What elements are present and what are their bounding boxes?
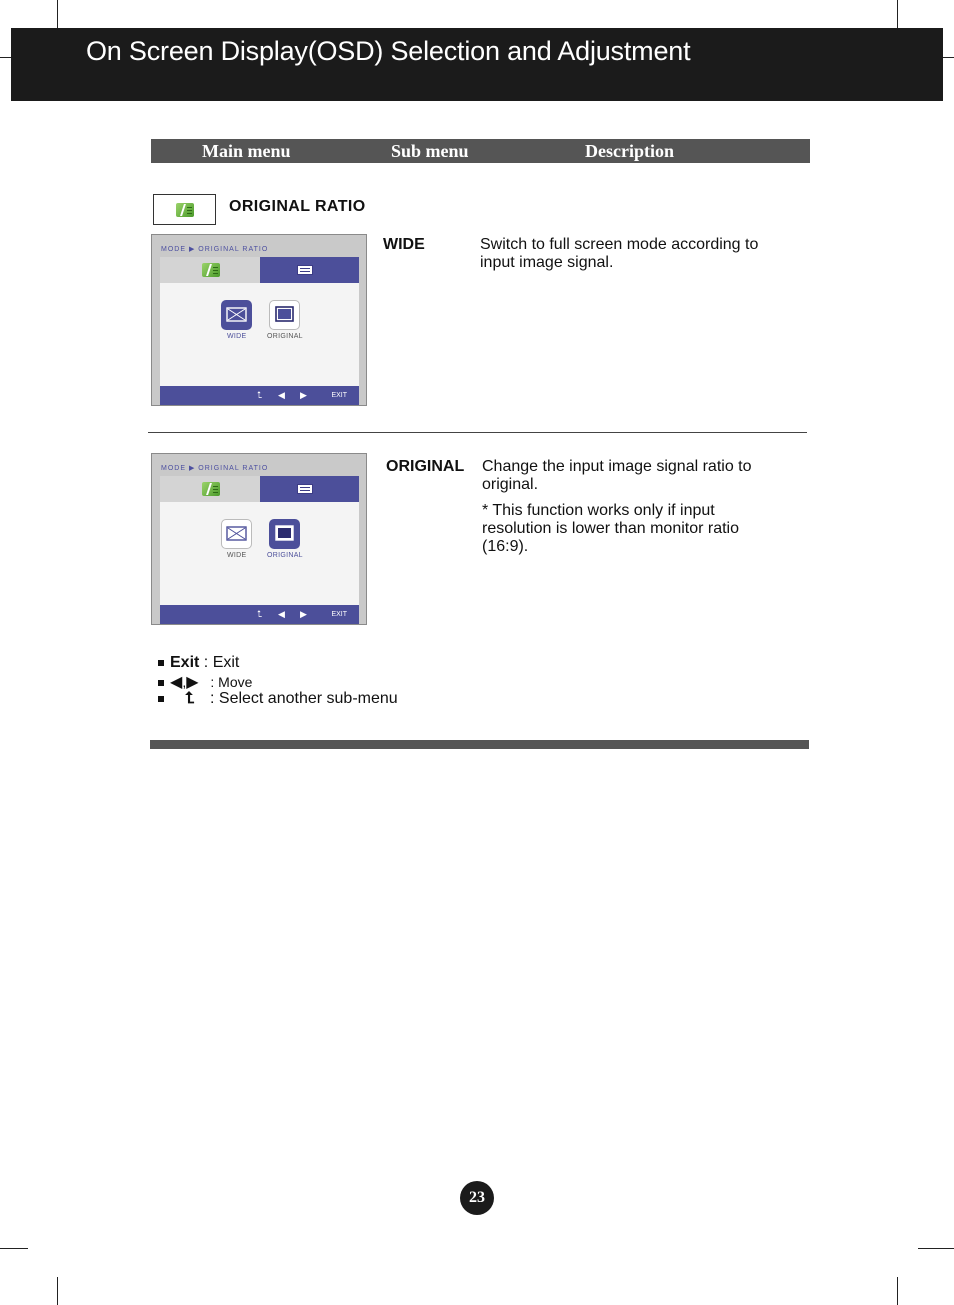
arrow-left-icon: ◀ bbox=[278, 609, 285, 619]
osd-tabs bbox=[160, 476, 359, 502]
header-sub-menu: Sub menu bbox=[391, 141, 469, 161]
legend-select-text: : Select another sub-menu bbox=[210, 690, 398, 707]
legend-select bbox=[158, 690, 398, 708]
crop-mark bbox=[918, 1248, 954, 1249]
legend-exit bbox=[158, 654, 239, 672]
osd-tabs bbox=[160, 257, 359, 283]
header-main-menu: Main menu bbox=[202, 141, 291, 161]
footer-bar bbox=[150, 740, 809, 749]
osd-footer bbox=[160, 605, 359, 624]
legend-exit-text: : Exit bbox=[203, 654, 240, 671]
page-title: On Screen Display(OSD) Selection and Adjustment bbox=[86, 36, 691, 66]
osd-screenshot-original bbox=[151, 453, 367, 625]
return-arrow-icon: ⮤ bbox=[257, 390, 263, 400]
chevron-right-icon: ▶ bbox=[188, 465, 196, 472]
section-divider bbox=[148, 432, 807, 433]
original-option-button bbox=[269, 300, 300, 330]
osd-screenshot-wide bbox=[151, 234, 367, 406]
original-icon bbox=[269, 519, 300, 549]
legend-move: ◀,▶ : Move bbox=[158, 672, 252, 692]
osd-panel bbox=[160, 502, 359, 605]
arrow-right-icon: ▶ bbox=[300, 390, 307, 400]
item-name-original: ORIGINAL bbox=[386, 458, 465, 475]
osd-tab-ratio bbox=[260, 476, 359, 502]
arrow-right-icon: ▶ bbox=[186, 674, 199, 691]
ratio-icon bbox=[297, 265, 313, 275]
crop-mark bbox=[57, 1277, 58, 1305]
arrow-right-icon: ▶ bbox=[300, 609, 307, 619]
wide-icon bbox=[222, 520, 251, 548]
item-name-wide: WIDE bbox=[383, 236, 425, 253]
original-option-button bbox=[269, 519, 300, 549]
return-arrow-icon: ⮤ bbox=[185, 690, 195, 707]
page-number: 23 bbox=[460, 1181, 494, 1215]
osd-breadcrumb: MODE ▶ ORIGINAL RATIO bbox=[161, 465, 269, 472]
osd-breadcrumb: MODE ▶ ORIGINAL RATIO bbox=[161, 246, 269, 253]
legend-exit-key: Exit bbox=[170, 654, 200, 671]
wide-option-button bbox=[221, 519, 252, 549]
original-icon bbox=[270, 301, 299, 329]
picture-icon bbox=[202, 263, 220, 277]
osd-footer bbox=[160, 386, 359, 405]
item-description-wide: Switch to full screen mode according to input image signal. bbox=[480, 236, 759, 271]
item-description-original: Change the input image signal ratio to original. bbox=[482, 458, 752, 493]
chevron-right-icon: ▶ bbox=[188, 246, 196, 253]
wide-option-button bbox=[221, 300, 252, 330]
osd-exit-label: EXIT bbox=[331, 611, 347, 618]
original-option-label: ORIGINAL bbox=[267, 552, 303, 559]
crop-mark bbox=[57, 0, 58, 28]
osd-exit-label: EXIT bbox=[331, 392, 347, 399]
legend-move-text: : Move bbox=[210, 674, 253, 690]
crop-mark bbox=[0, 57, 11, 58]
table-header bbox=[151, 139, 810, 163]
original-option-label: ORIGINAL bbox=[267, 333, 303, 340]
osd-panel bbox=[160, 283, 359, 386]
wide-option-label: WIDE bbox=[227, 333, 247, 340]
item-note-original: * This function works only if input resolution is lower than monitor ratio (16:9). bbox=[482, 502, 740, 555]
picture-icon bbox=[176, 203, 194, 217]
return-arrow-icon: ⮤ bbox=[257, 609, 263, 619]
crop-mark bbox=[0, 1248, 28, 1249]
crop-mark bbox=[943, 57, 954, 58]
bullet-icon bbox=[158, 660, 164, 666]
wide-icon bbox=[221, 300, 252, 330]
osd-tab-ratio bbox=[260, 257, 359, 283]
crop-mark bbox=[897, 0, 898, 28]
header-description: Description bbox=[585, 141, 674, 161]
crop-mark bbox=[897, 1277, 898, 1305]
section-title: ORIGINAL RATIO bbox=[229, 198, 366, 215]
arrow-left-icon: ◀ bbox=[278, 390, 285, 400]
bullet-icon bbox=[158, 696, 164, 702]
wide-option-label: WIDE bbox=[227, 552, 247, 559]
picture-icon bbox=[202, 482, 220, 496]
ratio-icon bbox=[297, 484, 313, 494]
bullet-icon bbox=[158, 680, 164, 686]
main-menu-icon-box bbox=[153, 194, 216, 225]
arrow-left-icon: ◀ bbox=[170, 674, 183, 691]
